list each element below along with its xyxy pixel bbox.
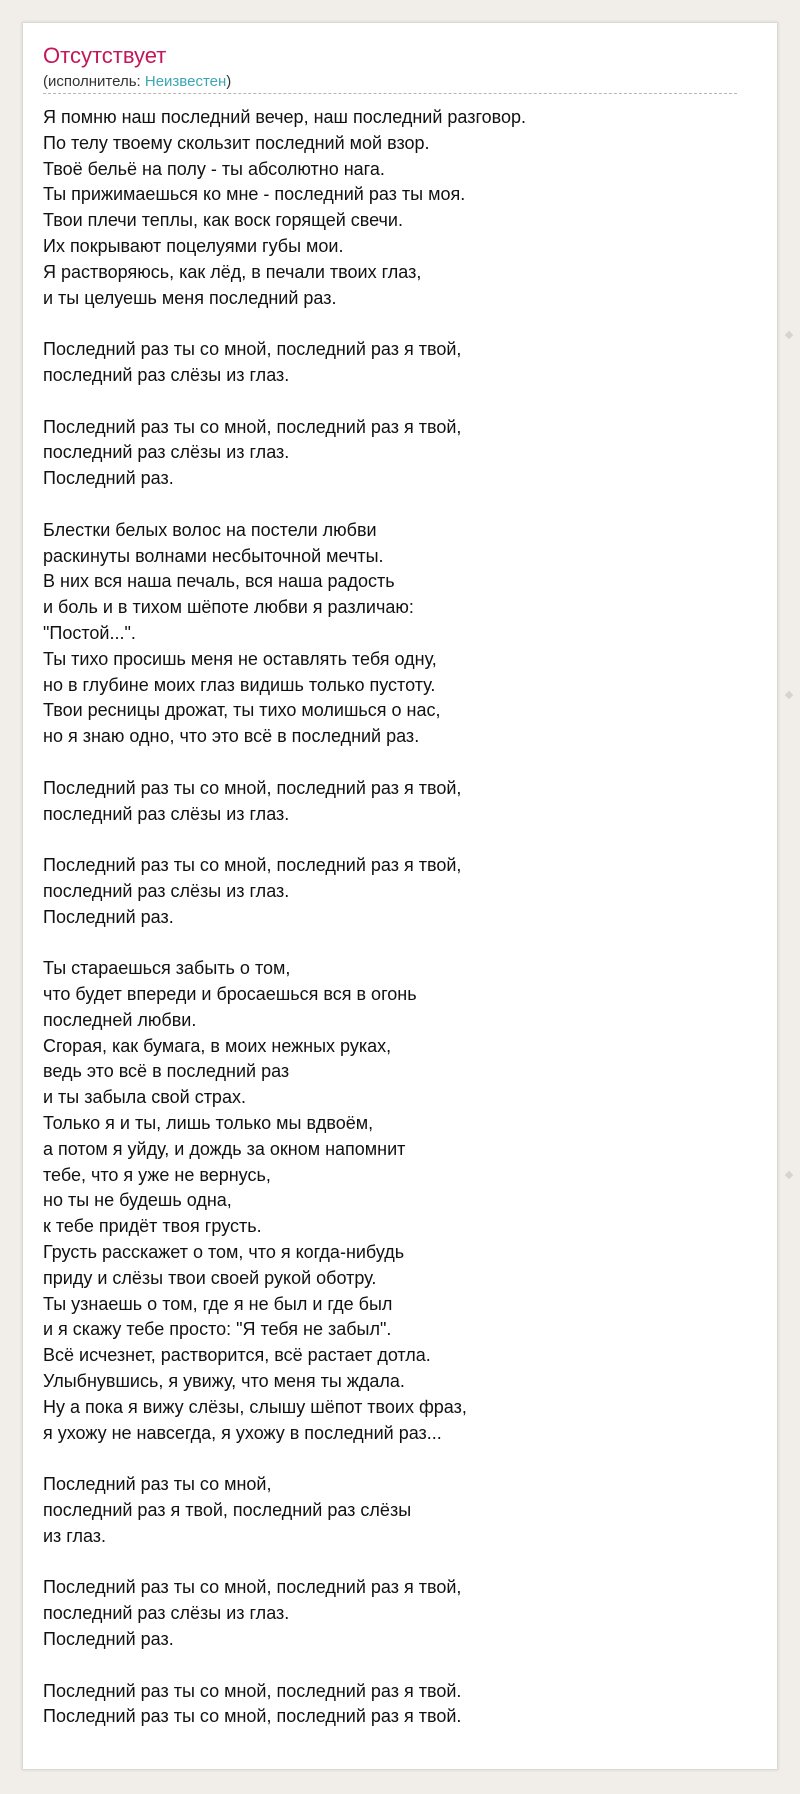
- lyric-line: и ты целуешь меня последний раз.: [43, 287, 337, 308]
- lyric-line: Последний раз ты со мной, последний раз я твой,: [43, 855, 462, 876]
- stanza: [43, 956, 743, 1446]
- stanza: [43, 853, 743, 930]
- lyric-line: и я скажу тебе просто: "Я тебя не забыл".: [43, 1319, 392, 1340]
- lyric-line: к тебе придёт твоя грусть.: [43, 1216, 262, 1237]
- lyric-line: Твоё бельё на полу - ты абсолютно нага.: [43, 158, 385, 179]
- lyric-line: последний раз слёзы из глаз.: [43, 442, 290, 463]
- lyric-line: Последний раз ты со мной, последний раз я твой.: [43, 1680, 462, 1701]
- decorative-edge-mark: [785, 691, 793, 699]
- lyric-line: Последний раз ты со мной, последний раз я твой,: [43, 339, 462, 360]
- lyric-line: В них вся наша печаль, вся наша радость: [43, 571, 395, 592]
- lyric-line: Последний раз.: [43, 468, 174, 489]
- lyric-line: но в глубине моих глаз видишь только пустоту.: [43, 674, 436, 695]
- lyric-line: Последний раз ты со мной, последний раз я твой,: [43, 777, 462, 798]
- lyric-line: но ты не будешь одна,: [43, 1190, 232, 1211]
- lyric-line: Сгорая, как бумага, в моих нежных руках,: [43, 1035, 392, 1056]
- lyrics-text: [43, 105, 743, 1756]
- lyric-line: Ты тихо просишь меня не оставлять тебя одну,: [43, 648, 437, 669]
- title-divider: [43, 93, 737, 94]
- decorative-edge-mark: [785, 331, 793, 339]
- lyric-line: Твои ресницы дрожат, ты тихо молишься о нас,: [43, 700, 441, 721]
- lyric-line: последний раз слёзы из глаз.: [43, 803, 290, 824]
- lyric-line: последний раз слёзы из глаз.: [43, 1603, 290, 1624]
- lyric-line: Последний раз ты со мной,: [43, 1474, 272, 1495]
- lyric-line: Последний раз.: [43, 906, 174, 927]
- lyric-line: Их покрывают поцелуями губы мои.: [43, 235, 344, 256]
- lyric-line: что будет впереди и бросаешься вся в огонь: [43, 984, 417, 1005]
- song-title: Отсутствует: [43, 43, 167, 68]
- lyric-line: из глаз.: [43, 1525, 107, 1546]
- lyric-line: тебе, что я уже не вернусь,: [43, 1164, 271, 1185]
- lyric-line: приду и слёзы твои своей рукой оботру.: [43, 1267, 377, 1288]
- stanza: [43, 1575, 743, 1652]
- lyric-line: Последний раз ты со мной, последний раз я твой,: [43, 416, 462, 437]
- stanza: [43, 105, 743, 311]
- lyric-line: Я помню наш последний вечер, наш последний разговор.: [43, 107, 527, 127]
- lyric-line: последней любви.: [43, 1009, 197, 1030]
- lyric-line: последний раз я твой, последний раз слёзы: [43, 1500, 412, 1521]
- stanza: [43, 415, 743, 492]
- lyric-line: Последний раз ты со мной, последний раз я твой,: [43, 1577, 462, 1598]
- lyric-line: последний раз слёзы из глаз.: [43, 880, 290, 901]
- lyric-line: Ну а пока я вижу слёзы, слышу шёпот твоих фраз,: [43, 1396, 467, 1417]
- lyric-line: последний раз слёзы из глаз.: [43, 364, 290, 385]
- artist-line: [43, 73, 231, 91]
- lyric-line: Грусть расскажет о том, что я когда-нибудь: [43, 1242, 405, 1263]
- lyric-line: Ты узнаешь о том, где я не был и где был: [43, 1293, 393, 1314]
- decorative-edge-mark: [785, 1171, 793, 1179]
- lyric-line: раскинуты волнами несбыточной мечты.: [43, 545, 384, 566]
- stanza: [43, 337, 743, 389]
- artist-link[interactable]: Неизвестен: [144, 73, 227, 90]
- lyric-line: Ты прижимаешься ко мне - последний раз ты моя.: [43, 184, 466, 205]
- lyric-line: Твои плечи теплы, как воск горящей свечи.: [43, 210, 403, 231]
- lyric-line: Всё исчезнет, растворится, всё растает дотла.: [43, 1345, 431, 1366]
- lyric-line: Улыбнувшись, я увижу, что меня ты ждала.: [43, 1371, 405, 1392]
- lyric-line: и боль и в тихом шёпоте любви я различаю:: [43, 597, 414, 618]
- lyric-line: "Постой...".: [43, 622, 136, 643]
- lyric-line: По телу твоему скользит последний мой взор.: [43, 132, 430, 153]
- artist-suffix: ): [226, 73, 232, 90]
- lyric-line: Ты стараешься забыть о том,: [43, 958, 291, 979]
- stanza: [43, 776, 743, 828]
- stanza: [43, 518, 743, 750]
- lyric-line: но я знаю одно, что это всё в последний раз.: [43, 726, 420, 747]
- lyric-line: Последний раз.: [43, 1629, 174, 1650]
- stanza: [43, 1679, 743, 1731]
- lyric-line: Последний раз ты со мной, последний раз я твой.: [43, 1706, 462, 1727]
- lyric-line: ведь это всё в последний раз: [43, 1061, 290, 1082]
- lyric-line: и ты забыла свой страх.: [43, 1087, 246, 1108]
- lyric-line: я ухожу не навсегда, я ухожу в последний раз...: [43, 1422, 442, 1443]
- lyric-line: а потом я уйду, и дождь за окном напомнит: [43, 1138, 406, 1159]
- lyric-line: Блестки белых волос на постели любви: [43, 519, 377, 540]
- lyrics-card: [22, 22, 778, 1770]
- lyric-line: Я растворяюсь, как лёд, в печали твоих глаз,: [43, 261, 422, 282]
- stanza: [43, 1472, 743, 1549]
- lyric-line: Только я и ты, лишь только мы вдвоём,: [43, 1113, 374, 1134]
- artist-prefix: (исполнитель:: [43, 73, 145, 90]
